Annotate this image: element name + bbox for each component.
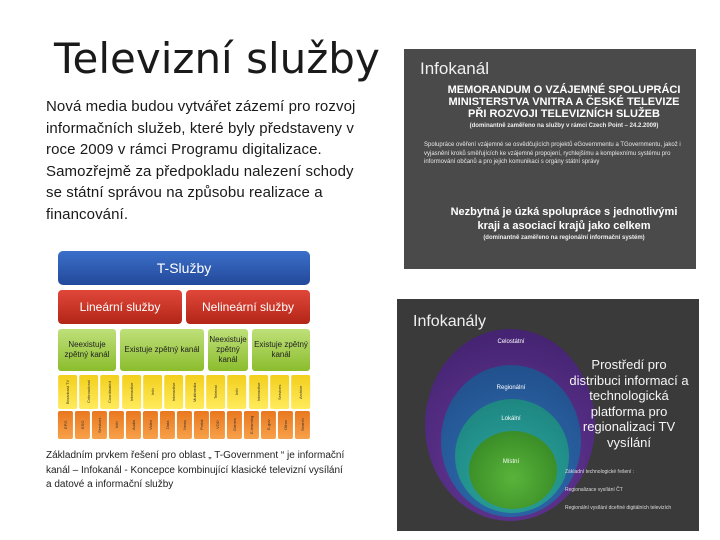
cooperation-subnote: (dominantně zaměřeno na regionální informační systém) [483,235,645,241]
orange-cell: Other [278,411,293,439]
t-services-diagram [58,251,310,439]
orange-cell: Games [227,411,242,439]
infokanal-panel [404,49,696,269]
orange-cell: Data [160,411,175,439]
infokanaly-title: Infokanály [413,313,486,330]
infokanaly-panel [397,299,699,531]
orange-cell: E-learning [244,411,259,439]
nonlinear-services-box: Nelineární služby [186,290,310,324]
yellow-cell: Broadcast TV [58,375,77,409]
ring-label-national: Celostátní [497,339,525,345]
orange-cell: News [177,411,192,439]
note-1: Základní technologické řešení : [565,469,635,475]
yellow-cell: Archive [291,375,310,409]
ring-label-local: Lokální [501,416,521,422]
memo-subnote: (dominantně zaměřeno na služby v rámci Czech Point – 24.2.2009) [469,123,659,129]
green-box-4: Existuje zpětný kanál [252,329,310,371]
yellow-cell: Interactive [249,375,268,409]
yellow-cell: Teletext [206,375,225,409]
orange-cell: Portal [194,411,209,439]
memo-heading: MEMORANDUM O VZÁJEMNÉ SPOLUPRÁCI MINISTERSTVA VNITRA A ČESKÉ TELEVIZE PŘI ROZVOJI TELEVIZNÍCH SLUŽEB [447,84,681,120]
t-services-header: T-Služby [58,251,310,285]
ring-label-place: Místní [502,459,520,465]
linear-services-box: Lineární služby [58,290,182,324]
memo-body: Spolupráce ověření vzájemné se osvědčujících projektů eGovernmentu a TGovernmentu, jakož i vyjasnění kroků směřujících ke vzájemné propojení, rychlejšímu a komplexnímu systému pro informování občanů a pro jejich komunikaci s orgány státní správy [424,142,681,165]
slide-title: Televizní služby [54,34,380,83]
ring-place [469,431,557,509]
infokanaly-description: Prostředí pro distribuci informací a technologická platforma pro regionalizaci TV vysílání [569,357,689,450]
orange-row [58,411,310,439]
yellow-cell: Cobroadcast [79,375,98,409]
yellow-cell: Info [143,375,162,409]
green-box-3: Neexistuje zpětný kanál [208,329,248,371]
yellow-cell: Multimedia [185,375,204,409]
yellow-row [58,375,310,409]
intro-paragraph: Nová media budou vytvářet zázemí pro rozvoj informačních služeb, které byly představeny v roce 2009 v rámci Programu digitalizace. Samozřejmě za předpokladu nalezení schody se státní správou na způsobu realizace a financování. [46,98,356,223]
orange-cell: VOD [210,411,225,439]
yellow-cell: Coordinated [100,375,119,409]
yellow-cell: Interactive [122,375,141,409]
orange-cell: Search [295,411,310,439]
caption-text: Základním prvkem řešení pro oblast „ T-Government “ je informační kanál – Infokanál - Koncepce kombinující klasické televizní vysílání a datové a informační služby [46,450,345,490]
yellow-cell: Info [227,375,246,409]
note-2: Regionalizace vysílání ČT [565,487,623,493]
orange-cell: EPG [58,411,73,439]
cooperation-heading: Nezbytná je úzká spolupráce s jednotlivými kraji a asociací krajů jako celkem [450,206,678,232]
orange-cell: Video [143,411,158,439]
orange-cell: Info [109,411,124,439]
orange-cell: E-gov [261,411,276,439]
orange-cell: ESG [75,411,90,439]
green-box-1: Neexistuje zpětný kanál [58,329,116,371]
yellow-cell: Interactive [164,375,183,409]
orange-cell: Services [92,411,107,439]
note-3: Regionální vysílání dceřiné digitálních televizích [565,505,672,511]
ring-label-regional: Regionální [496,385,526,391]
yellow-cell: Services [270,375,289,409]
infokanal-title: Infokanál [420,59,489,78]
orange-cell: Audio [126,411,141,439]
green-box-2: Existuje zpětný kanál [120,329,204,371]
